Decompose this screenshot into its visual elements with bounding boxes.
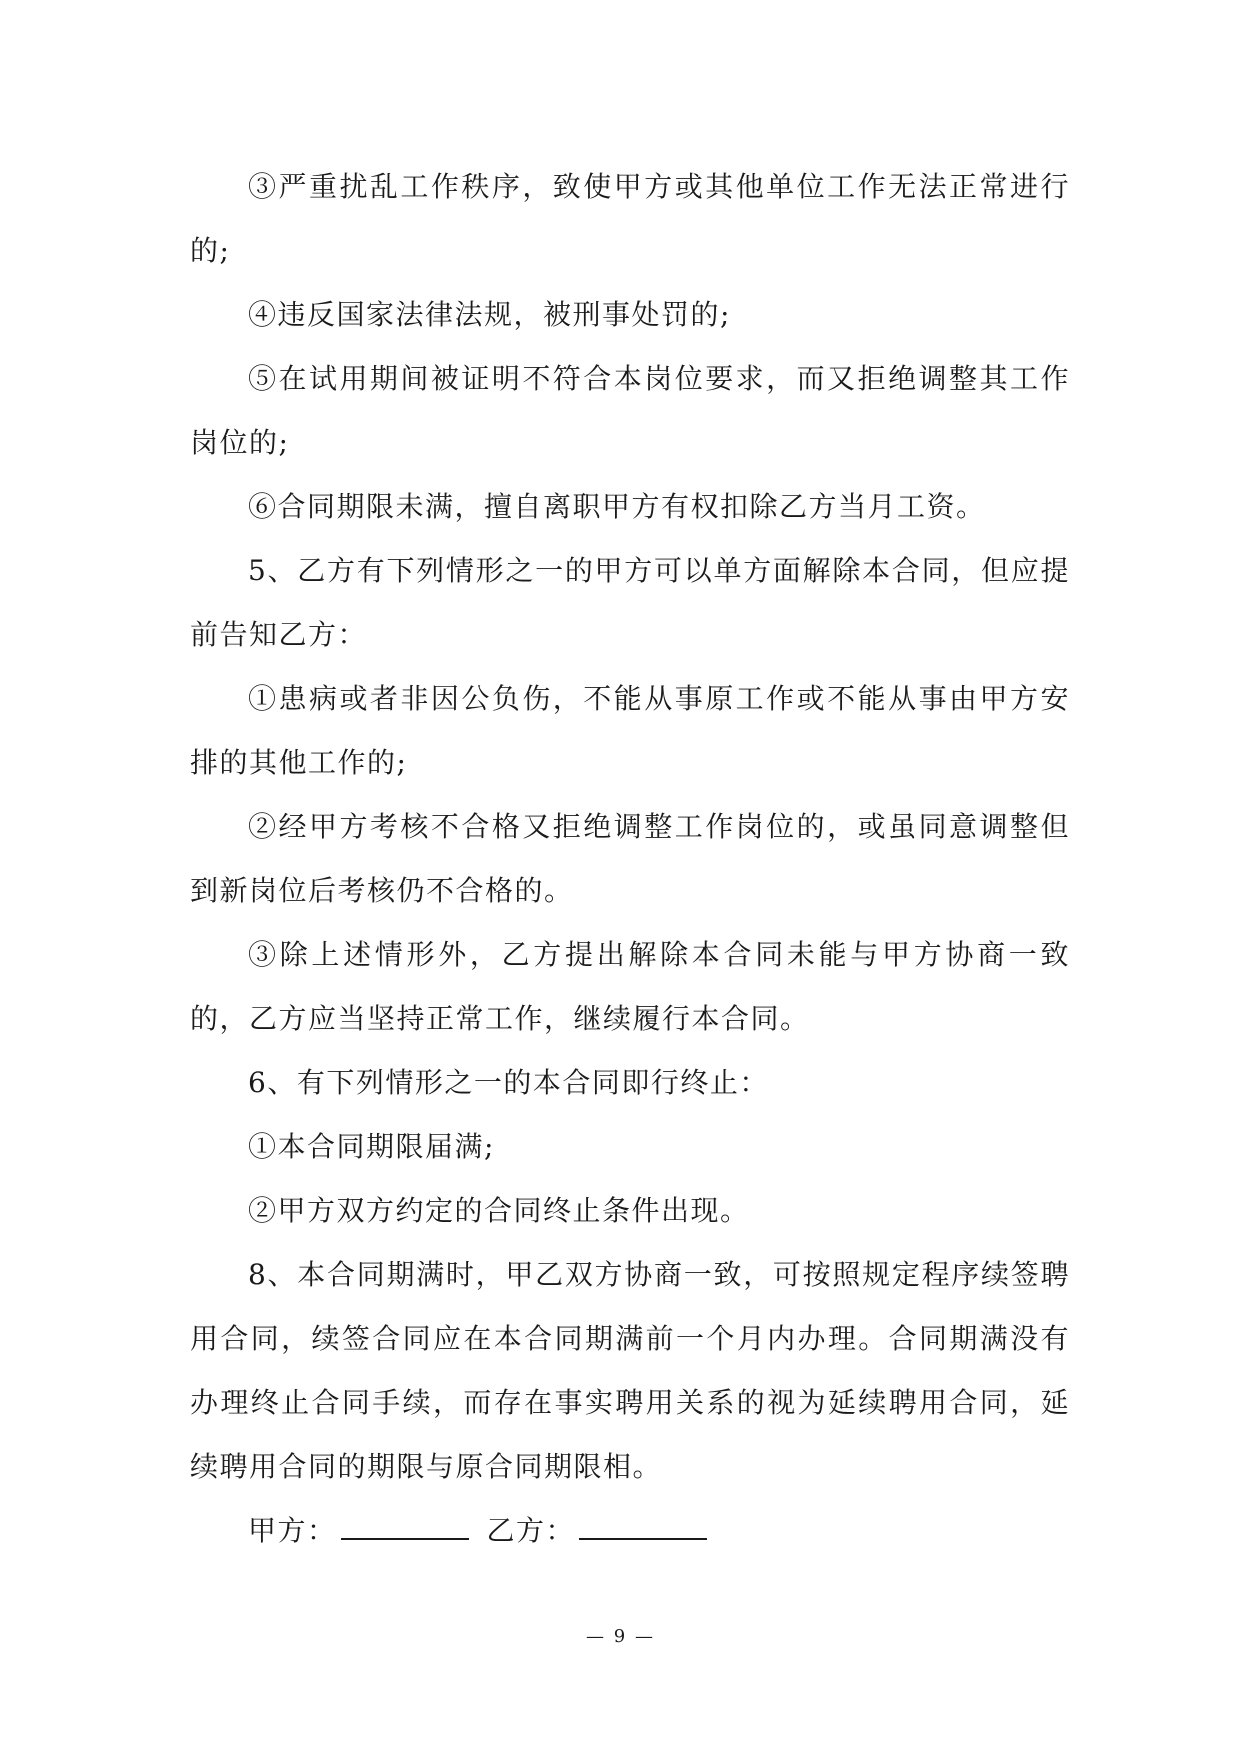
section-6-item-1: ①本合同期限届满; [248, 1130, 495, 1163]
document-body [190, 155, 1070, 1563]
clause-4-criminal-penalty: ④违反国家法律法规，被刑事处罚的; [248, 298, 731, 331]
clause-5-probation-failure: ⑤在试用期间被证明不符合本岗位要求，而又拒绝调整其工作岗位的; [190, 362, 1070, 459]
clause-3-serious-disruption: ③严重扰乱工作秩序，致使甲方或其他单位工作无法正常进行的; [190, 170, 1070, 267]
party-b-label: 乙方： [486, 1514, 576, 1547]
section-5-item-2: ②经甲方考核不合格又拒绝调整工作岗位的，或虽同意调整但到新岗位后考核仍不合格的。 [190, 810, 1070, 907]
section-6-item-2: ②甲方双方约定的合同终止条件出现。 [248, 1194, 750, 1227]
page-number: — 9 — [586, 1626, 655, 1647]
section-5-heading: 5、乙方有下列情形之一的甲方可以单方面解除本合同，但应提前告知乙方： [190, 554, 1070, 651]
party-a-signature-blank [341, 1516, 469, 1540]
party-b-signature-blank [579, 1516, 707, 1540]
section-5-item-1: ①患病或者非因公负伤，不能从事原工作或不能从事由甲方安排的其他工作的; [190, 682, 1070, 779]
section-6-heading: 6、有下列情形之一的本合同即行终止： [248, 1066, 769, 1099]
clause-6-unauthorized-resignation: ⑥合同期限未满，擅自离职甲方有权扣除乙方当月工资。 [248, 490, 986, 523]
section-8-renewal: 8、本合同期满时，甲乙双方协商一致，可按照规定程序续签聘用合同，续签合同应在本合同期满前一个月内办理。合同期满没有办理终止合同手续，而存在事实聘用关系的视为延续聘用合同，延续聘用合同的期限与原合同期限相。 [190, 1258, 1070, 1483]
signature-line [190, 1499, 1070, 1563]
party-a-label: 甲方： [248, 1514, 337, 1547]
section-5-item-3: ③除上述情形外，乙方提出解除本合同未能与甲方协商一致的，乙方应当坚持正常工作，继续履行本合同。 [190, 938, 1070, 1035]
